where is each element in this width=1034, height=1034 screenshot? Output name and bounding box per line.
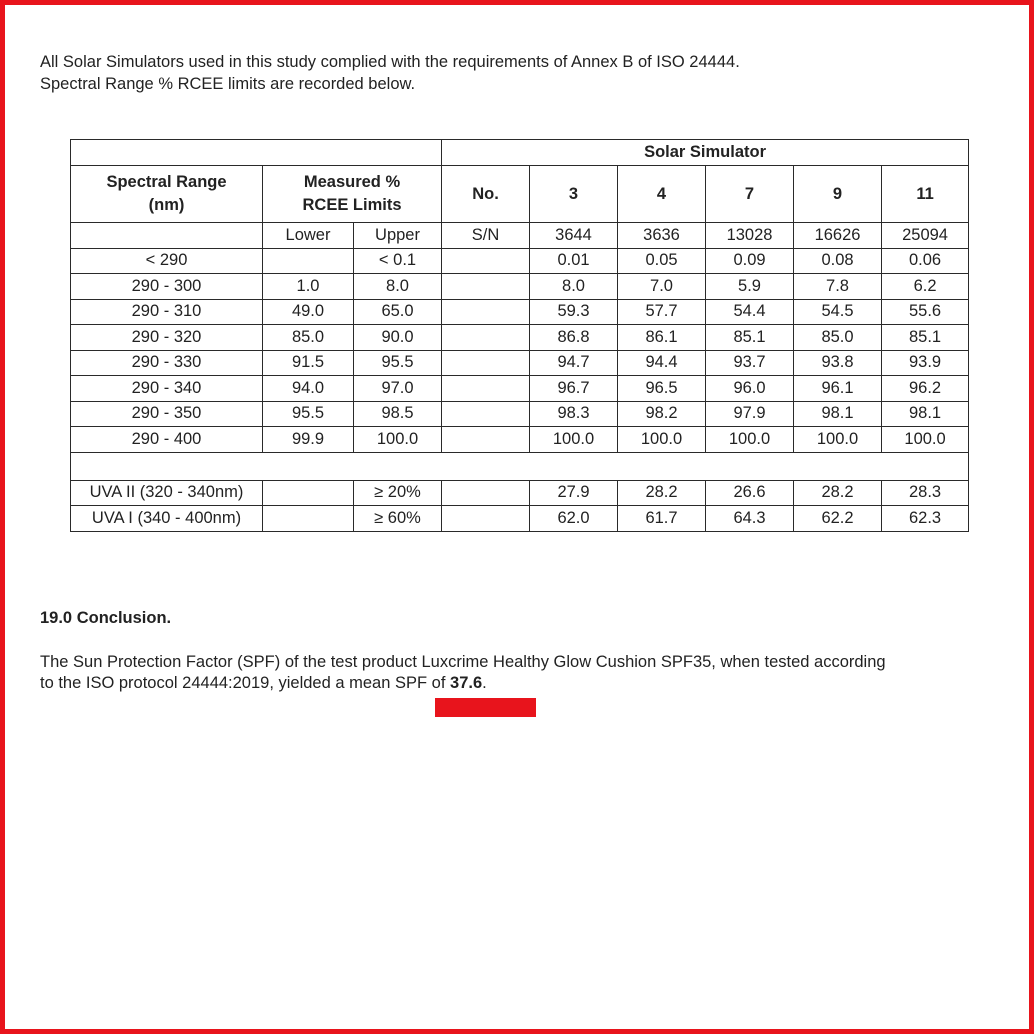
- value-cell: 93.7: [706, 350, 794, 376]
- value-cell: 86.1: [618, 325, 706, 351]
- upper-cell: 90.0: [354, 325, 442, 351]
- table-spacer-row: [71, 452, 969, 480]
- value-cell: 61.7: [618, 506, 706, 532]
- no-cell: [442, 506, 530, 532]
- serial-number-cell: 3636: [618, 223, 706, 249]
- conclusion-paragraph: [40, 652, 1000, 694]
- spectral-range-header: [71, 166, 263, 223]
- no-cell: [442, 274, 530, 300]
- uva-row: [71, 480, 969, 506]
- value-cell: 55.6: [882, 299, 969, 325]
- no-cell: [442, 427, 530, 453]
- serial-number-cell: 25094: [882, 223, 969, 249]
- subheader-blank-cell: [71, 223, 263, 249]
- no-cell: [442, 325, 530, 351]
- value-cell: 96.1: [794, 376, 882, 402]
- lower-cell: [263, 480, 354, 506]
- table-row: [71, 299, 969, 325]
- value-cell: 0.08: [794, 248, 882, 274]
- value-cell: 62.3: [882, 506, 969, 532]
- table-row: [71, 274, 969, 300]
- simulator-header: 11: [882, 166, 969, 223]
- intro-line-1: All Solar Simulators used in this study complied with the requirements of Annex B of ISO 24444.: [40, 53, 740, 71]
- value-cell: 96.5: [618, 376, 706, 402]
- mean-spf-value: 37.6: [450, 674, 483, 692]
- measured-rcee-header: [263, 166, 442, 223]
- lower-cell: 85.0: [263, 325, 354, 351]
- value-cell: 54.5: [794, 299, 882, 325]
- value-cell: 100.0: [618, 427, 706, 453]
- upper-cell: < 0.1: [354, 248, 442, 274]
- table-row: [71, 248, 969, 274]
- value-cell: 94.7: [530, 350, 618, 376]
- value-cell: 28.3: [882, 480, 969, 506]
- simulator-header: 9: [794, 166, 882, 223]
- no-cell: [442, 248, 530, 274]
- value-cell: 94.4: [618, 350, 706, 376]
- value-cell: 93.8: [794, 350, 882, 376]
- range-cell: 290 - 350: [71, 401, 263, 427]
- upper-cell: ≥ 20%: [354, 480, 442, 506]
- conclusion-line-2-text: to the ISO protocol 24444:2019, yielded a mean SPF of: [40, 674, 451, 692]
- table-row: [71, 427, 969, 453]
- upper-cell: 97.0: [354, 376, 442, 402]
- upper-cell: ≥ 60%: [354, 506, 442, 532]
- value-cell: 98.2: [618, 401, 706, 427]
- uva-row: [71, 506, 969, 532]
- value-cell: 96.0: [706, 376, 794, 402]
- table-header-group-row: [71, 140, 969, 166]
- value-cell: 96.2: [882, 376, 969, 402]
- value-cell: 97.9: [706, 401, 794, 427]
- table-row: [71, 401, 969, 427]
- value-cell: 98.1: [882, 401, 969, 427]
- measured-header-line1: Measured %: [303, 173, 401, 191]
- upper-cell: 8.0: [354, 274, 442, 300]
- serial-number-cell: 13028: [706, 223, 794, 249]
- value-cell: 6.2: [882, 274, 969, 300]
- table-header-row: [71, 166, 969, 223]
- lower-cell: 49.0: [263, 299, 354, 325]
- sn-subheader: S/N: [442, 223, 530, 249]
- range-cell: UVA I (340 - 400nm): [71, 506, 263, 532]
- no-cell: [442, 350, 530, 376]
- value-cell: 98.1: [794, 401, 882, 427]
- value-cell: 28.2: [794, 480, 882, 506]
- lower-cell: 95.5: [263, 401, 354, 427]
- no-cell: [442, 299, 530, 325]
- upper-cell: 98.5: [354, 401, 442, 427]
- value-cell: 0.09: [706, 248, 794, 274]
- lower-cell: 99.9: [263, 427, 354, 453]
- simulator-header: 7: [706, 166, 794, 223]
- value-cell: 62.0: [530, 506, 618, 532]
- intro-paragraph: [40, 51, 740, 95]
- simulator-header: 4: [618, 166, 706, 223]
- value-cell: 93.9: [882, 350, 969, 376]
- simulator-header: 3: [530, 166, 618, 223]
- value-cell: 59.3: [530, 299, 618, 325]
- solar-simulator-header: Solar Simulator: [442, 140, 969, 166]
- range-cell: 290 - 320: [71, 325, 263, 351]
- value-cell: 57.7: [618, 299, 706, 325]
- range-cell: UVA II (320 - 340nm): [71, 480, 263, 506]
- measured-header-line2: RCEE Limits: [302, 196, 402, 214]
- conclusion-period: .: [482, 674, 487, 692]
- value-cell: 7.8: [794, 274, 882, 300]
- value-cell: 0.01: [530, 248, 618, 274]
- value-cell: 85.1: [882, 325, 969, 351]
- range-cell: 290 - 400: [71, 427, 263, 453]
- lower-cell: [263, 248, 354, 274]
- upper-subheader: Upper: [354, 223, 442, 249]
- value-cell: 100.0: [882, 427, 969, 453]
- lower-cell: [263, 506, 354, 532]
- rcee-limits-table: [70, 139, 969, 532]
- spectral-range-header-line2: (nm): [148, 196, 185, 214]
- value-cell: 5.9: [706, 274, 794, 300]
- table-row: [71, 376, 969, 402]
- value-cell: 98.3: [530, 401, 618, 427]
- value-cell: 100.0: [530, 427, 618, 453]
- no-cell: [442, 401, 530, 427]
- table-row: [71, 350, 969, 376]
- header-blank-cell: [71, 140, 442, 166]
- value-cell: 7.0: [618, 274, 706, 300]
- intro-line-2: Spectral Range % RCEE limits are recorded below.: [40, 75, 416, 93]
- value-cell: 64.3: [706, 506, 794, 532]
- upper-cell: 100.0: [354, 427, 442, 453]
- value-cell: 27.9: [530, 480, 618, 506]
- table-row: [71, 325, 969, 351]
- value-cell: 96.7: [530, 376, 618, 402]
- no-cell: [442, 480, 530, 506]
- range-cell: 290 - 310: [71, 299, 263, 325]
- value-cell: 100.0: [706, 427, 794, 453]
- range-cell: 290 - 330: [71, 350, 263, 376]
- value-cell: 8.0: [530, 274, 618, 300]
- lower-subheader: Lower: [263, 223, 354, 249]
- value-cell: 0.06: [882, 248, 969, 274]
- value-cell: 62.2: [794, 506, 882, 532]
- serial-number-cell: 16626: [794, 223, 882, 249]
- value-cell: 86.8: [530, 325, 618, 351]
- range-cell: < 290: [71, 248, 263, 274]
- conclusion-heading: 19.0 Conclusion.: [40, 609, 172, 627]
- lower-cell: 1.0: [263, 274, 354, 300]
- conclusion-line-1: The Sun Protection Factor (SPF) of the test product Luxcrime Healthy Glow Cushion SPF35, when tested according: [40, 653, 886, 671]
- value-cell: 54.4: [706, 299, 794, 325]
- spacer-cell: [71, 452, 969, 480]
- value-cell: 85.0: [794, 325, 882, 351]
- serial-number-cell: 3644: [530, 223, 618, 249]
- upper-cell: 95.5: [354, 350, 442, 376]
- conclusion-line-2: [40, 673, 1000, 694]
- upper-cell: 65.0: [354, 299, 442, 325]
- value-cell: 85.1: [706, 325, 794, 351]
- subheader-row: [71, 223, 969, 249]
- no-header: No.: [442, 166, 530, 223]
- value-cell: 0.05: [618, 248, 706, 274]
- lower-cell: 94.0: [263, 376, 354, 402]
- range-cell: 290 - 300: [71, 274, 263, 300]
- lower-cell: 91.5: [263, 350, 354, 376]
- value-cell: 28.2: [618, 480, 706, 506]
- no-cell: [442, 376, 530, 402]
- redaction-bar: [435, 698, 536, 717]
- value-cell: 26.6: [706, 480, 794, 506]
- spectral-range-header-line1: Spectral Range: [106, 173, 227, 191]
- value-cell: 100.0: [794, 427, 882, 453]
- range-cell: 290 - 340: [71, 376, 263, 402]
